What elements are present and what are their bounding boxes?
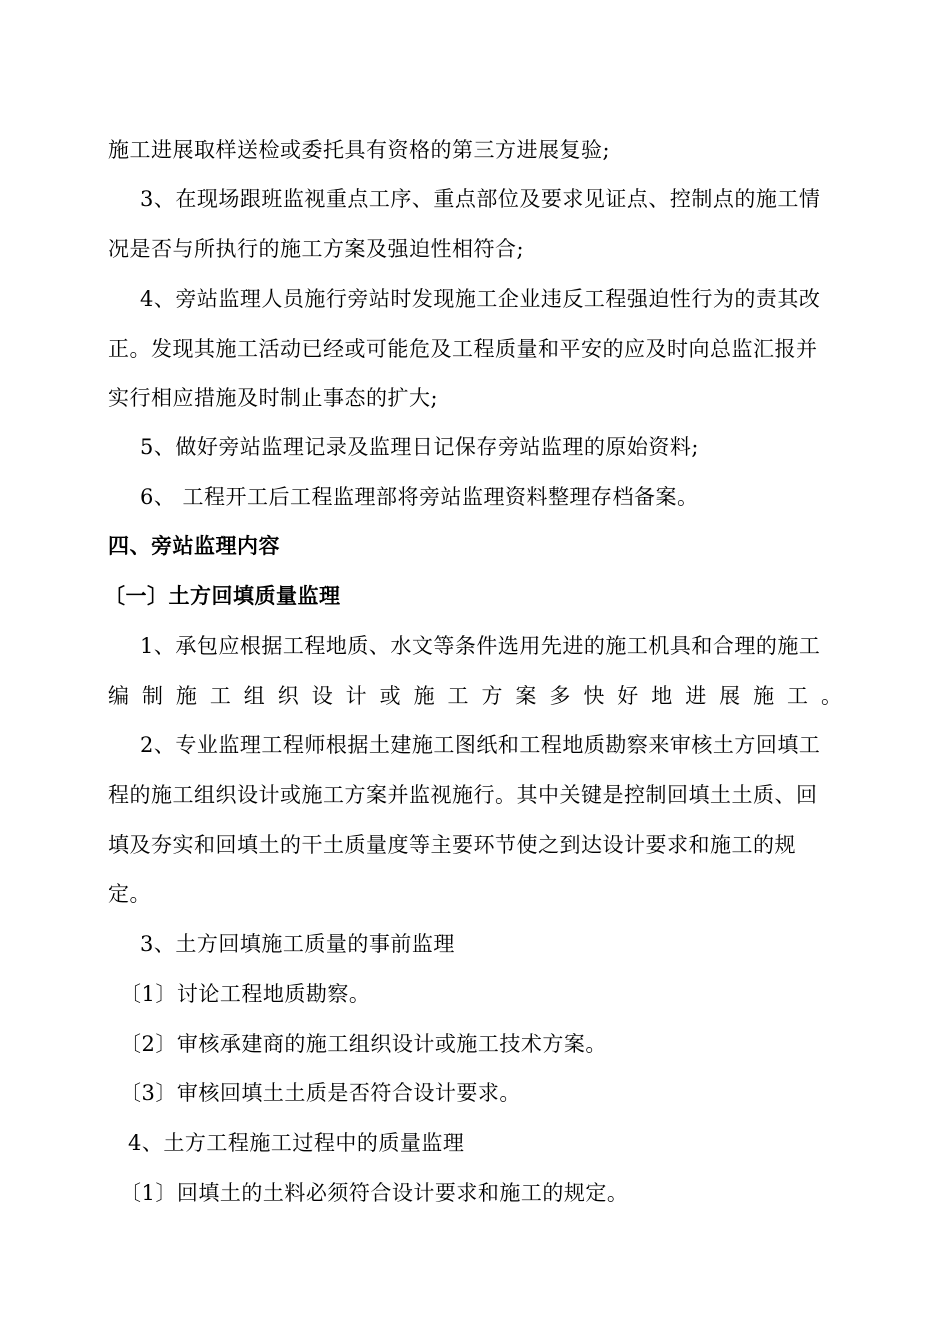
text-line-4: 4、旁站监理人员施行旁站时发现施工企业违反工程强迫性行为的责其改 [140,287,821,311]
text-line-1: 施工进展取样送检或委托具有资格的第三方进展复验; [108,138,611,162]
text-line-19: 〔2〕审核承建商的施工组织设计或施工技术方案。 [120,1032,607,1056]
text-line-20: 〔3〕审核回填土土质是否符合设计要求。 [120,1081,521,1105]
text-line-8: 6、 工程开工后工程监理部将旁站监理资料整理存档备案。 [140,485,699,509]
text-line-3: 况是否与所执行的施工方案及强迫性相符合; [108,237,525,261]
text-line-22: 〔1〕回填土的土料必须符合设计要求和施工的规定。 [120,1181,629,1205]
text-line-12: 编制施工组织设计或施工方案多快好地进展施工。 [108,684,842,708]
text-line-7: 5、做好旁站监理记录及监理日记保存旁站监理的原始资料; [140,435,699,459]
text-line-16: 定。 [108,882,151,906]
text-line-5: 正。发现其施工活动已经或可能危及工程质量和平安的应及时向总监汇报并 [108,337,818,361]
text-line-11: 1、承包应根据工程地质、水文等条件选用先进的施工机具和合理的施工 [140,634,821,658]
text-line-21: 4、土方工程施工过程中的质量监理 [128,1131,465,1155]
text-line-2: 3、在现场跟班监视重点工序、重点部位及要求见证点、控制点的施工情 [140,187,821,211]
text-line-18: 〔1〕讨论工程地质勘察。 [120,982,371,1006]
text-line-15: 填及夯实和回填土的干土质量度等主要环节使之到达设计要求和施工的规 [108,833,796,857]
text-line-13: 2、专业监理工程师根据土建施工图纸和工程地质勘察来审核土方回填工 [140,733,821,757]
text-line-17: 3、土方回填施工质量的事前监理 [140,932,455,956]
subsection-heading: 〔一〕土方回填质量监理 [104,583,341,608]
text-line-6: 实行相应措施及时制止事态的扩大; [108,386,439,410]
section-heading: 四、旁站监理内容 [108,533,280,558]
text-line-14: 程的施工组织设计或施工方案并监视施行。其中关键是控制回填土土质、回 [108,783,818,807]
